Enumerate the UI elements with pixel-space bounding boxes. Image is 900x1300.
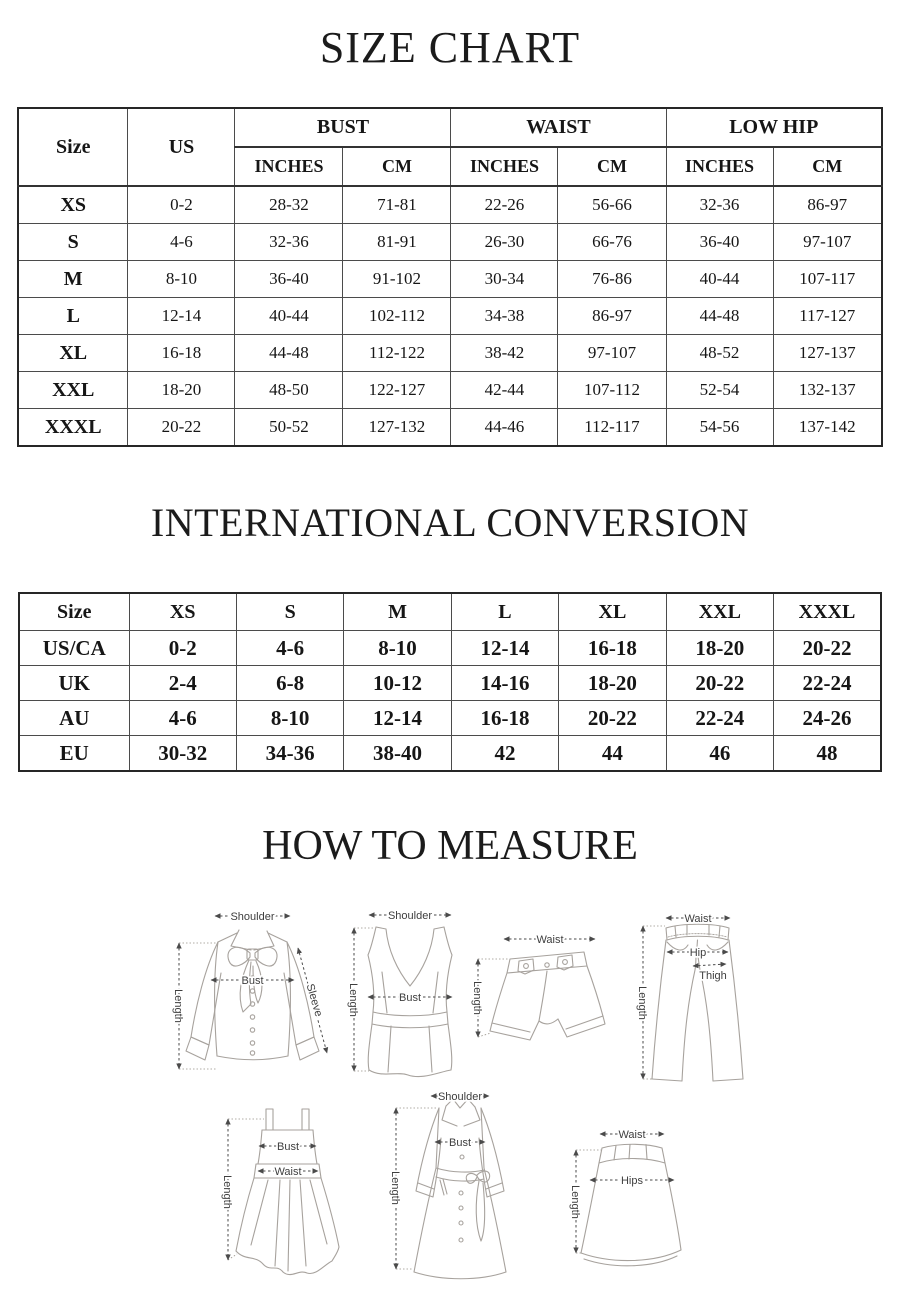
intl-header-m: M	[344, 593, 451, 631]
measurement-cell: 48-52	[666, 335, 773, 372]
measurement-cell: 44-48	[235, 335, 343, 372]
thigh-measure-label: Thigh	[699, 970, 727, 982]
conversion-cell: 20-22	[774, 631, 881, 666]
measurement-cell: 30-34	[451, 261, 558, 298]
conversion-cell: 44	[559, 736, 666, 772]
figure-tank-top	[342, 900, 477, 1090]
measurement-cell: 44-46	[451, 409, 558, 447]
subheader-lowhip-cm: CM	[773, 147, 882, 186]
conversion-cell: 16-18	[559, 631, 666, 666]
conversion-cell: 8-10	[344, 631, 451, 666]
figure-pants	[625, 896, 770, 1096]
length-measure-label: Length	[636, 986, 648, 1020]
measurement-cell: 54-56	[666, 409, 773, 447]
size-chart-row	[18, 224, 882, 261]
size-label-cell: XXXL	[18, 409, 128, 447]
international-conversion-table	[18, 592, 882, 772]
intl-header-l: L	[451, 593, 558, 631]
measurement-cell: 18-20	[128, 372, 235, 409]
size-chart-table	[17, 107, 883, 447]
measurement-cell: 42-44	[451, 372, 558, 409]
measurement-cell: 137-142	[773, 409, 882, 447]
subheader-waist-inches: INCHES	[451, 147, 558, 186]
intl-row	[19, 701, 881, 736]
column-group-low-hip: LOW HIP	[666, 108, 882, 147]
intl-row	[19, 736, 881, 772]
size-label-cell: XS	[18, 186, 128, 224]
size-chart-row	[18, 409, 882, 447]
measurement-cell: 48-50	[235, 372, 343, 409]
shoulder-measure-label: Shoulder	[230, 911, 275, 923]
measurement-cell: 122-127	[343, 372, 451, 409]
measurement-cell: 40-44	[666, 261, 773, 298]
measurement-cell: 107-117	[773, 261, 882, 298]
measurement-cell: 76-86	[558, 261, 666, 298]
conversion-cell: 48	[774, 736, 881, 772]
intl-row	[19, 666, 881, 701]
measurement-cell: 127-132	[343, 409, 451, 447]
measurement-cell: 36-40	[666, 224, 773, 261]
waist-measure-label: Waist	[618, 1129, 646, 1141]
conversion-cell: 30-32	[129, 736, 236, 772]
thigh-arrow	[693, 964, 726, 966]
intl-table-header	[19, 593, 881, 631]
conversion-cell: 6-8	[236, 666, 343, 701]
bust-measure-label: Bust	[448, 1137, 472, 1149]
intl-header-xxxl: XXXL	[774, 593, 881, 631]
shoulder-measure-label: Shoulder	[387, 910, 433, 922]
subheader-bust-inches: INCHES	[235, 147, 343, 186]
subheader-waist-cm: CM	[558, 147, 666, 186]
measurement-cell: 127-137	[773, 335, 882, 372]
measurement-cell: 86-97	[773, 186, 882, 224]
figure-blouse	[150, 900, 355, 1090]
measurement-cell: 81-91	[343, 224, 451, 261]
measurement-cell: 91-102	[343, 261, 451, 298]
size-chart-header	[18, 108, 882, 186]
region-label-cell: EU	[19, 736, 129, 772]
intl-header-xxl: XXL	[666, 593, 773, 631]
measurement-cell: 44-48	[666, 298, 773, 335]
length-measure-label: Length	[347, 983, 359, 1017]
shirt-dress-sketch	[414, 1099, 506, 1279]
measurement-cell: 26-30	[451, 224, 558, 261]
measurement-figures	[0, 884, 900, 1296]
measurement-cell: 71-81	[343, 186, 451, 224]
column-header-size: Size	[18, 108, 128, 186]
length-measure-label: Length	[471, 981, 483, 1015]
column-header-us: US	[128, 108, 235, 186]
conversion-cell: 38-40	[344, 736, 451, 772]
how-to-measure-title: HOW TO MEASURE	[262, 823, 638, 869]
conversion-cell: 14-16	[451, 666, 558, 701]
intl-header-size: Size	[19, 593, 129, 631]
figure-skirt	[560, 1120, 705, 1285]
conversion-cell: 16-18	[451, 701, 558, 736]
measurement-cell: 112-117	[558, 409, 666, 447]
conversion-cell: 24-26	[774, 701, 881, 736]
intl-table-body	[19, 631, 881, 772]
measurement-cell: 86-97	[558, 298, 666, 335]
waist-measure-label: Waist	[536, 934, 564, 946]
subheader-bust-cm: CM	[343, 147, 451, 186]
conversion-cell: 0-2	[129, 631, 236, 666]
conversion-cell: 46	[666, 736, 773, 772]
dress-sketch	[236, 1109, 339, 1275]
conversion-cell: 20-22	[666, 666, 773, 701]
size-chart-row	[18, 335, 882, 372]
measurement-cell: 40-44	[235, 298, 343, 335]
figure-shorts	[462, 926, 617, 1066]
measurement-cell: 97-107	[773, 224, 882, 261]
conversion-cell: 12-14	[451, 631, 558, 666]
column-group-bust: BUST	[235, 108, 451, 147]
conversion-cell: 4-6	[129, 701, 236, 736]
shoulder-measure-label: Shoulder	[437, 1091, 483, 1103]
measurement-cell: 112-122	[343, 335, 451, 372]
measurement-cell: 117-127	[773, 298, 882, 335]
size-label-cell: XXL	[18, 372, 128, 409]
measurement-cell: 36-40	[235, 261, 343, 298]
waist-measure-label: Waist	[684, 913, 712, 925]
shorts-sketch	[490, 952, 605, 1040]
measurement-cell: 50-52	[235, 409, 343, 447]
size-chart-row	[18, 186, 882, 224]
blouse-sketch	[186, 930, 319, 1060]
size-label-cell: L	[18, 298, 128, 335]
measurement-cell: 28-32	[235, 186, 343, 224]
conversion-cell: 18-20	[559, 666, 666, 701]
figure-shirt-dress	[380, 1080, 540, 1292]
region-label-cell: US/CA	[19, 631, 129, 666]
sleeve-measure-label: Sleeve	[303, 982, 325, 1019]
intl-row	[19, 631, 881, 666]
measurement-cell: 4-6	[128, 224, 235, 261]
size-label-cell: M	[18, 261, 128, 298]
conversion-cell: 18-20	[666, 631, 773, 666]
measurement-cell: 8-10	[128, 261, 235, 298]
size-chart-title: SIZE CHART	[319, 23, 581, 72]
conversion-cell: 20-22	[559, 701, 666, 736]
intl-header-row	[19, 593, 881, 631]
region-label-cell: AU	[19, 701, 129, 736]
measurement-cell: 52-54	[666, 372, 773, 409]
subheader-lowhip-inches: INCHES	[666, 147, 773, 186]
measurement-cell: 32-36	[235, 224, 343, 261]
conversion-cell: 22-24	[774, 666, 881, 701]
length-measure-label: Length	[389, 1171, 401, 1205]
bust-measure-label: Bust	[241, 975, 264, 987]
measurement-cell: 97-107	[558, 335, 666, 372]
conversion-cell: 2-4	[129, 666, 236, 701]
conversion-cell: 4-6	[236, 631, 343, 666]
length-measure-label: Length	[221, 1175, 233, 1209]
size-chart-row	[18, 261, 882, 298]
bust-measure-label: Bust	[398, 992, 422, 1004]
measurement-cell: 38-42	[451, 335, 558, 372]
hips-measure-label: Hips	[620, 1175, 644, 1187]
region-label-cell: UK	[19, 666, 129, 701]
intl-header-s: S	[236, 593, 343, 631]
skirt-sketch	[581, 1144, 681, 1266]
measurement-cell: 12-14	[128, 298, 235, 335]
bust-measure-label: Bust	[276, 1141, 300, 1153]
size-label-cell: S	[18, 224, 128, 261]
size-chart-table-body	[18, 186, 882, 446]
conversion-cell: 42	[451, 736, 558, 772]
waist-measure-label: Waist	[274, 1166, 302, 1178]
international-conversion-title: INTERNATIONAL CONVERSION	[150, 500, 750, 545]
length-measure-label: Length	[172, 989, 184, 1023]
measurement-cell: 20-22	[128, 409, 235, 447]
conversion-cell: 10-12	[344, 666, 451, 701]
measurement-cell: 66-76	[558, 224, 666, 261]
measurement-cell: 22-26	[451, 186, 558, 224]
measurement-cell: 16-18	[128, 335, 235, 372]
figure-dress	[206, 1106, 371, 1281]
size-chart-header-row-groups	[18, 108, 882, 147]
measurement-cell: 34-38	[451, 298, 558, 335]
length-measure-label: Length	[569, 1185, 581, 1219]
measurement-cell: 107-112	[558, 372, 666, 409]
measurement-cell: 102-112	[343, 298, 451, 335]
size-chart-row	[18, 372, 882, 409]
column-group-waist: WAIST	[451, 108, 666, 147]
measurement-cell: 32-36	[666, 186, 773, 224]
hip-measure-label: Hip	[689, 947, 707, 959]
size-label-cell: XL	[18, 335, 128, 372]
conversion-cell: 22-24	[666, 701, 773, 736]
size-chart-row	[18, 298, 882, 335]
measurement-cell: 0-2	[128, 186, 235, 224]
measurement-cell: 132-137	[773, 372, 882, 409]
measurement-cell: 56-66	[558, 186, 666, 224]
conversion-cell: 34-36	[236, 736, 343, 772]
conversion-cell: 12-14	[344, 701, 451, 736]
intl-header-xl: XL	[559, 593, 666, 631]
intl-header-xs: XS	[129, 593, 236, 631]
conversion-cell: 8-10	[236, 701, 343, 736]
